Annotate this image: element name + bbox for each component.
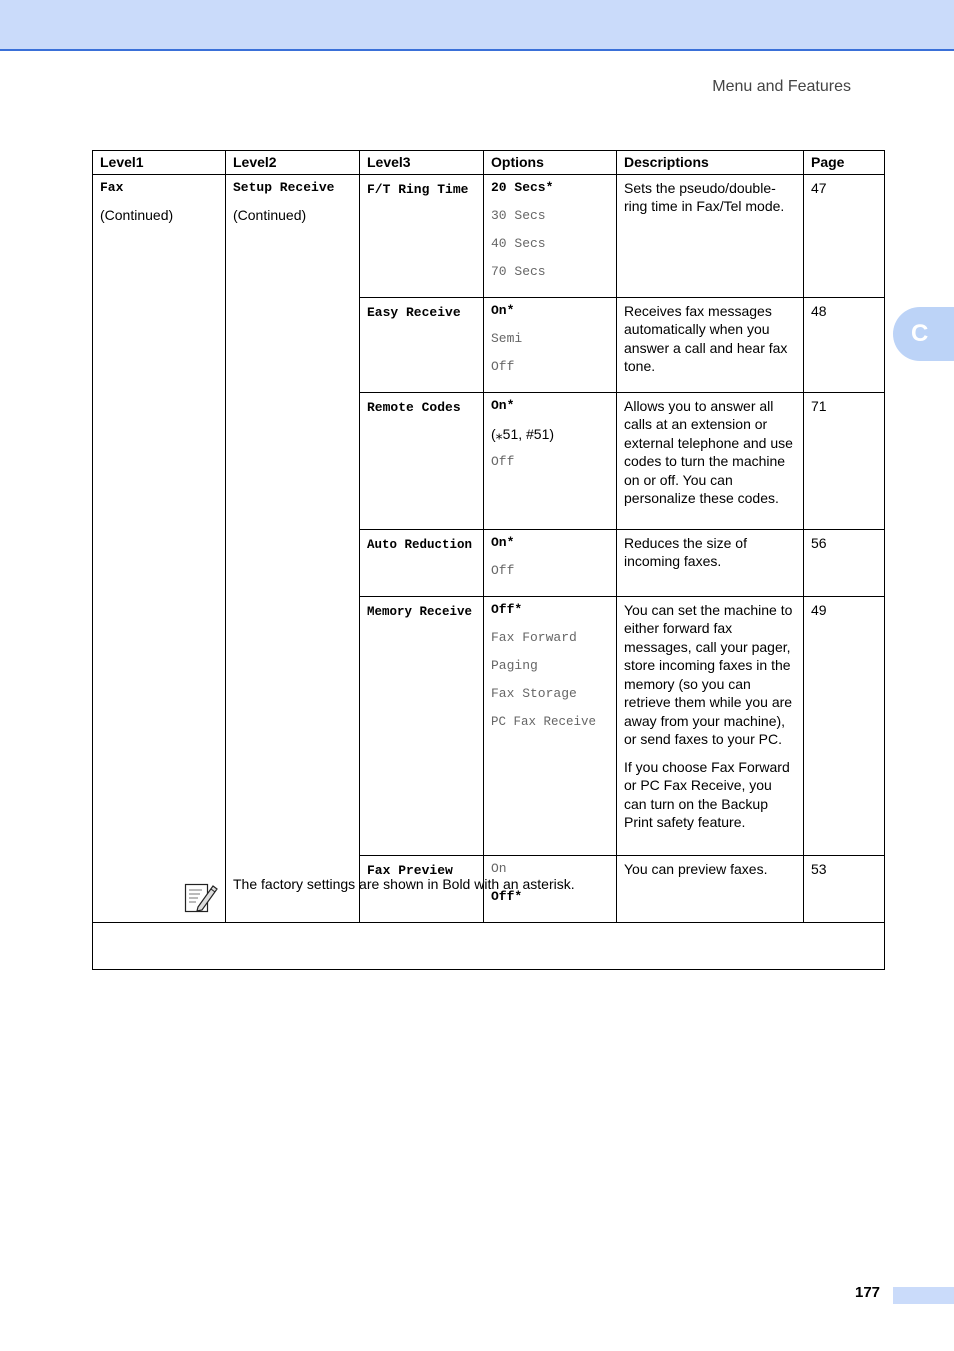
option: On	[491, 860, 507, 876]
description-cell: Reduces the size of incoming faxes.	[617, 529, 804, 596]
option-default: On*	[491, 534, 515, 550]
options-cell	[484, 596, 617, 855]
level3-label: Easy Receive	[367, 304, 461, 320]
option: Off	[491, 453, 515, 469]
note-cell	[93, 922, 885, 969]
option: Paging	[491, 657, 538, 673]
page-number: 177	[855, 1284, 881, 1301]
option-codes: (⁎51, #51)	[491, 425, 555, 442]
page-cell: 71	[804, 392, 885, 529]
level3-cell	[360, 596, 484, 855]
note-pencil-icon	[184, 880, 218, 914]
table-row	[93, 174, 885, 297]
level1-cell	[93, 174, 226, 922]
level3-label: Memory Receive	[367, 604, 473, 619]
header-level1: Level1	[93, 151, 226, 175]
level3-label: Remote Codes	[367, 399, 461, 415]
option: PC Fax Receive	[491, 714, 597, 729]
table-header-row	[93, 151, 885, 175]
level1-continued: (Continued)	[100, 207, 174, 223]
level2-name: Setup Receive	[233, 179, 335, 195]
options-cell	[484, 174, 617, 297]
option-default: 20 Secs*	[491, 179, 554, 195]
option: 40 Secs	[491, 235, 546, 251]
description-cell: Receives fax messages automatically when you answer a call and hear fax tone.	[617, 297, 804, 392]
level3-cell	[360, 174, 484, 297]
option-default: Off*	[491, 601, 523, 617]
page-cell: 56	[804, 529, 885, 596]
description-cell: Allows you to answer all calls at an extension or external telephone and use codes to turn the machine on or off. You can personalize these codes.	[617, 392, 804, 529]
option-default: On*	[491, 302, 515, 318]
header-descriptions: Descriptions	[617, 151, 804, 175]
option: 30 Secs	[491, 207, 546, 223]
level3-cell	[360, 529, 484, 596]
level3-label: F/T Ring Time	[367, 181, 469, 197]
option-default: Off*	[491, 888, 523, 904]
page-cell: 53	[804, 855, 885, 922]
description-text: You can set the machine to either forward fax messages, call your pager, store incoming faxes in the memory (so you can retrieve them while you are away from your machine), or send faxes to your PC.	[624, 601, 793, 747]
option-default: On*	[491, 397, 515, 413]
level1-name: Fax	[100, 179, 124, 195]
page-cell: 49	[804, 596, 885, 855]
level3-label: Auto Reduction	[367, 537, 473, 552]
header-options: Options	[484, 151, 617, 175]
option: Off	[491, 562, 515, 578]
header-page: Page	[804, 151, 885, 175]
page-cell: 48	[804, 297, 885, 392]
description-cell: Sets the pseudo/double-ring time in Fax/Tel mode.	[617, 174, 804, 297]
option: Fax Storage	[491, 685, 577, 701]
chapter-tab: C	[893, 307, 954, 361]
page-number-bar	[893, 1287, 954, 1304]
option: Fax Forward	[491, 629, 577, 645]
option: Semi	[491, 330, 523, 346]
note-text: The factory settings are shown in Bold with an asterisk.	[233, 876, 575, 892]
option: 70 Secs	[491, 263, 546, 279]
level2-cell	[226, 174, 360, 922]
section-title: Menu and Features	[712, 78, 851, 95]
level3-cell	[360, 392, 484, 529]
description-text-2: If you choose Fax Forward or PC Fax Receive, you can turn on the Backup Print safety feature.	[624, 758, 790, 830]
page-cell: 47	[804, 174, 885, 297]
header-band	[0, 0, 954, 51]
description-cell: You can preview faxes.	[617, 855, 804, 922]
header-level2: Level2	[226, 151, 360, 175]
menu-table	[92, 150, 885, 970]
note-row	[93, 922, 885, 969]
options-cell	[484, 529, 617, 596]
option: Off	[491, 358, 515, 374]
level3-label: Fax Preview	[367, 862, 453, 878]
options-cell	[484, 297, 617, 392]
header-level3: Level3	[360, 151, 484, 175]
level3-cell	[360, 297, 484, 392]
description-cell	[617, 596, 804, 855]
level2-continued: (Continued)	[233, 207, 307, 223]
options-cell	[484, 392, 617, 529]
